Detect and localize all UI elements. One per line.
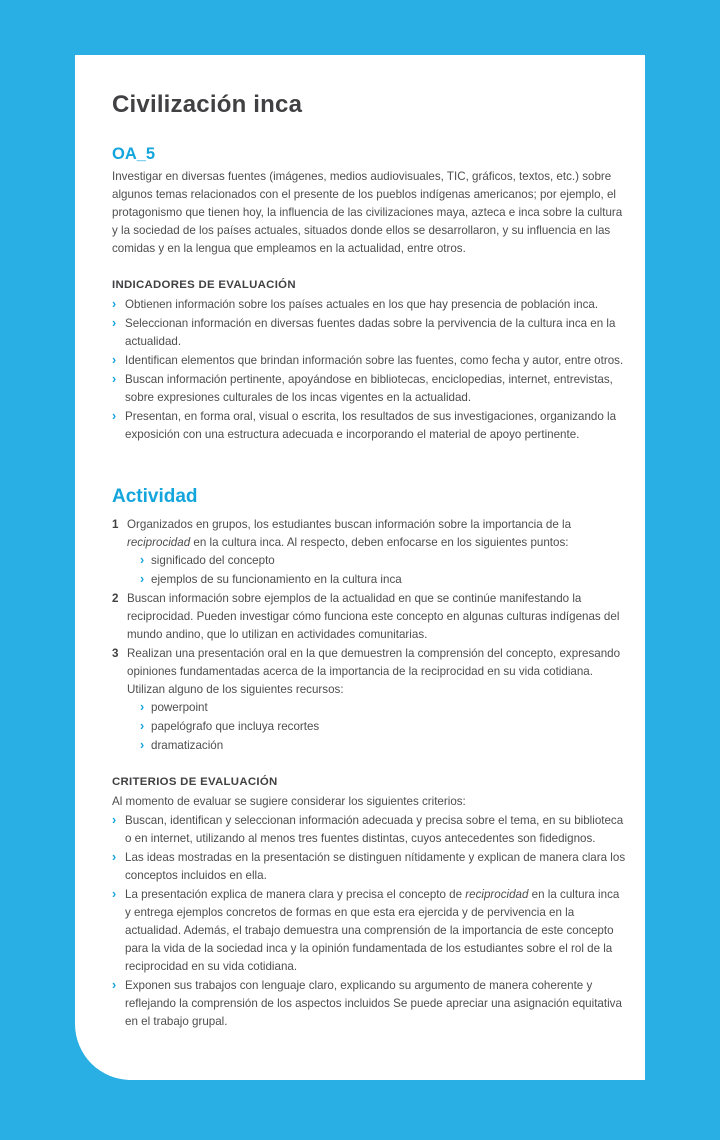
list-item-text: Obtienen información sobre los países actuales en los que hay presencia de población inca.	[125, 298, 599, 311]
actividad-steps-list	[112, 516, 628, 755]
list-item	[112, 352, 628, 370]
oa5-description: Investigar en diversas fuentes (imágenes, medios audiovisuales, TIC, gráficos, textos, etc.) sobre algunos temas relacionados con el presente de los pueblos indígenas americanos; por ejemplo, el protagonismo que tienen hoy, la influencia de las civilizaciones maya, azteca e inca sobre la cultura y la sociedad de los países actuales, situados donde ellos se desarrollaron, y su influencia en las comidas y en la lengua que empleamos en la actualidad, entre otros.	[112, 170, 623, 255]
list-item	[112, 886, 628, 976]
list-item-text: Exponen sus trabajos con lenguaje claro, explicando su argumento de manera coherente y reflejando la comprensión de los aspectos incluidos Se puede apreciar una asignación equitativa en el trabajo grupal.	[125, 979, 622, 1028]
italic-term: reciprocidad	[465, 888, 529, 901]
activity-step	[112, 516, 628, 589]
chevron-bullet-icon: ›	[112, 409, 117, 423]
step-text: Organizados en grupos, los estudiantes buscan información sobre la importancia de la reciprocidad en la cultura inca. Al respecto, deben enfocarse en los siguientes puntos:	[127, 518, 572, 549]
actividad-heading: Actividad	[112, 486, 198, 507]
list-item-text: Buscan información pertinente, apoyándose en bibliotecas, enciclopedias, internet, entrevistas, sobre expresiones culturales de los incas vigentes en la actualidad.	[125, 373, 613, 404]
oa5-heading: OA_5	[112, 145, 156, 163]
list-item	[112, 315, 628, 351]
step-number: 3	[112, 647, 119, 660]
list-item-text: papelógrafo que incluya recortes	[151, 720, 320, 733]
chevron-bullet-icon: ›	[140, 738, 145, 752]
list-item	[140, 718, 628, 736]
list-item-text: powerpoint	[151, 701, 208, 714]
step-number: 2	[112, 592, 119, 605]
list-item-text: Seleccionan información en diversas fuentes dadas sobre la pervivencia de la cultura inca en la actualidad.	[125, 317, 616, 348]
chevron-bullet-icon: ›	[140, 553, 145, 567]
list-item-text: La presentación explica de manera clara y precisa el concepto de reciprocidad en la cultura inca y entrega ejemplos concretos de formas en que esta era ejercida y de pervivencia en la actualidad. Además, el trabajo demuestra una comprensión de la importancia de este concepto para la vida de la sociedad inca y la opinión fundamentada de los estudiantes sobre el rol de la reciprocidad en su vida cotidiana.	[125, 888, 620, 973]
chevron-bullet-icon: ›	[140, 719, 145, 733]
chevron-bullet-icon: ›	[112, 353, 117, 367]
section-criterios	[112, 776, 628, 1031]
list-item-text: Presentan, en forma oral, visual o escrita, los resultados de sus investigaciones, organizando la exposición con una estructura adecuada e incorporando el material de apoyo pertinente.	[125, 410, 617, 441]
list-item	[112, 977, 628, 1031]
list-item-text: dramatización	[151, 739, 224, 752]
list-item	[140, 737, 628, 755]
list-item	[140, 699, 628, 717]
chevron-bullet-icon: ›	[112, 813, 117, 827]
italic-term: reciprocidad	[127, 536, 191, 549]
chevron-bullet-icon: ›	[112, 887, 117, 901]
list-item-text: ejemplos de su funcionamiento en la cultura inca	[151, 573, 402, 586]
list-item	[112, 296, 628, 314]
section-oa5	[112, 145, 628, 258]
document-page	[75, 55, 645, 1080]
list-item-text: Buscan, identifican y seleccionan información adecuada y precisa sobre el tema, en su biblioteca o en internet, utilizando al menos tres fuentes distintas, cuyos antecedentes son fidedignos.	[125, 814, 624, 845]
section-actividad	[112, 486, 628, 755]
criterios-heading: CRITERIOS DE EVALUACIÓN	[112, 776, 278, 788]
list-item-text: significado del concepto	[151, 554, 275, 567]
section-indicadores	[112, 279, 628, 444]
criterios-intro: Al momento de evaluar se sugiere considerar los siguientes criterios:	[112, 795, 466, 808]
chevron-bullet-icon: ›	[112, 978, 117, 992]
list-item	[112, 408, 628, 444]
chevron-bullet-icon: ›	[112, 316, 117, 330]
activity-step	[112, 645, 628, 755]
chevron-bullet-icon: ›	[112, 850, 117, 864]
chevron-bullet-icon: ›	[112, 297, 117, 311]
list-item	[112, 371, 628, 407]
chevron-bullet-icon: ›	[140, 700, 145, 714]
list-item-text: Las ideas mostradas en la presentación se distinguen nítidamente y explican de manera clara los conceptos incluidos en ella.	[125, 851, 626, 882]
activity-step	[112, 590, 628, 644]
list-item	[140, 552, 628, 570]
indicadores-heading: INDICADORES DE EVALUACIÓN	[112, 279, 296, 291]
list-item	[112, 812, 628, 848]
step-text: Buscan información sobre ejemplos de la actualidad en que se continúe manifestando la reciprocidad. Pueden investigar cómo funciona este concepto en algunas culturas indígenas del mundo andino, que lo utilizan en actividades comunitarias.	[127, 592, 620, 641]
list-item	[140, 571, 628, 589]
step-text: Realizan una presentación oral en la que demuestren la comprensión del concepto, expresando opiniones fundamentadas acerca de la importancia de la reciprocidad en su vida cotidiana. Utilizan alguno de los siguientes recursos:	[127, 647, 621, 696]
activity-substeps	[140, 552, 628, 589]
list-item	[112, 849, 628, 885]
chevron-bullet-icon: ›	[112, 372, 117, 386]
page-title: Civilización inca	[112, 91, 303, 118]
list-item-text: Identifican elementos que brindan información sobre las fuentes, como fecha y autor, entre otros.	[125, 354, 624, 367]
step-number: 1	[112, 518, 119, 531]
chevron-bullet-icon: ›	[140, 572, 145, 586]
indicadores-list	[112, 296, 628, 444]
activity-substeps	[140, 699, 628, 755]
criterios-list	[112, 812, 628, 1031]
